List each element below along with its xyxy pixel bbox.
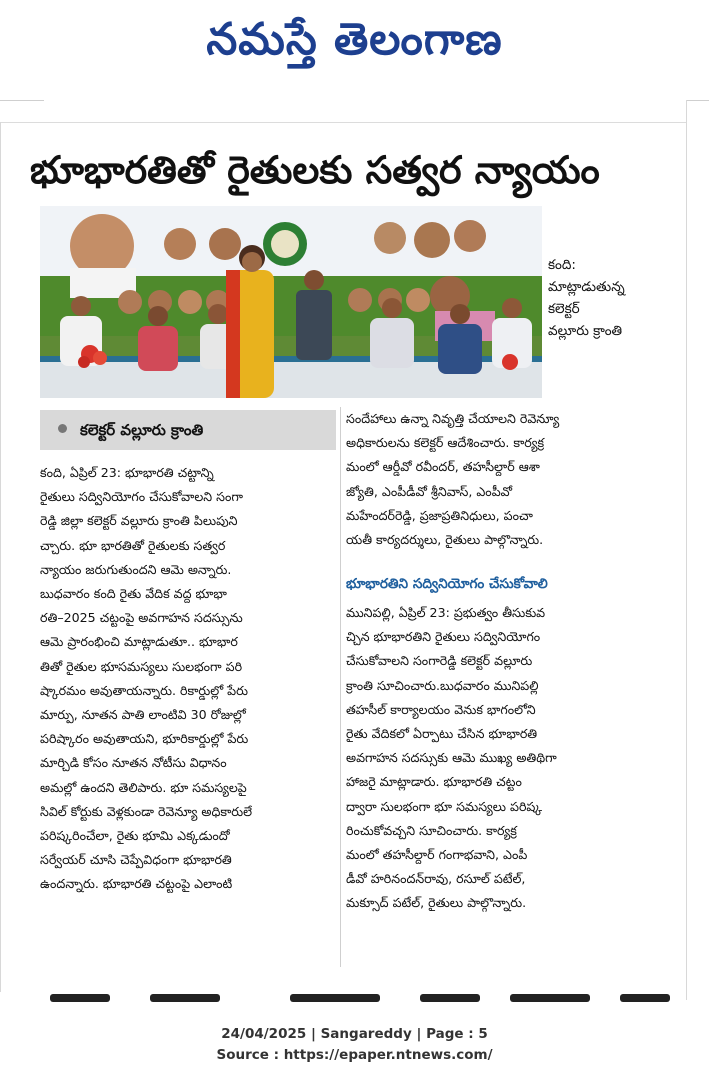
text-line: మార్చిడి కోసం నూతన నోటీసు విధానం bbox=[40, 755, 227, 771]
article-column-right-bottom bbox=[346, 601, 680, 916]
text-line: అధికారులను కలెక్టర్ ఆదేశించారు. కార్యక్ర bbox=[346, 435, 545, 451]
text-line: మంలో ఆర్డీవో రవీందర్, తహసీల్దార్ ఆశా bbox=[346, 459, 540, 475]
text-line: తహసీల్ కార్యాలయం వెనుక భాగంలోని bbox=[346, 701, 536, 717]
text-line: సర్వేయర్ చూసి చెప్పేవిధంగా భూభారతి bbox=[40, 852, 232, 868]
text-line: పరిష్కరించేలా, రైతు భూమి ఎక్కడుందో bbox=[40, 828, 230, 844]
text-line: ద్వారా సులభంగా భూ సమస్యలు పరిష్క bbox=[346, 798, 543, 814]
clipping-frame-top bbox=[0, 122, 686, 123]
text-line: యతీ కార్యదర్శులు, రైతులు పాల్గొన్నారు. bbox=[346, 532, 544, 548]
text-line: సివిల్ కోర్టుకు వెళ్లకుండా రెవెన్యూ అధికారులే bbox=[40, 803, 253, 819]
bullet-icon bbox=[58, 424, 67, 433]
article-column-right-top bbox=[346, 407, 680, 552]
text-line: బుధవారం కంది రైతు వేదిక వద్ద భూభా bbox=[40, 586, 227, 602]
text-line: మక్సూద్ పటేల్, రైతులు పాల్గొన్నారు. bbox=[346, 895, 527, 911]
clipping-frame-right bbox=[686, 100, 687, 1000]
text-line: మంలో తహసీల్దార్ గంగాభవాని, ఎంపీ bbox=[346, 847, 528, 863]
text-line: న్యాయం జరుగుతుందని ఆమె అన్నారు. bbox=[40, 561, 232, 577]
byline-box bbox=[40, 410, 336, 450]
caption-line: కంది: bbox=[548, 257, 576, 273]
text-line: రతి–2025 చట్టంపై అవగాహన సదస్సును bbox=[40, 610, 243, 626]
event-photo-illustration bbox=[40, 206, 542, 398]
text-line: అవగాహన సదస్సుకు ఆమె ముఖ్య అతిథిగా bbox=[346, 750, 557, 766]
text-line: తితో రైతుల భూసమస్యలు సులభంగా పరి bbox=[40, 658, 243, 674]
text-line: రెడ్డి జిల్లా కలెక్టర్ వల్లూరు క్రాంతి పిలుపుని bbox=[40, 513, 238, 529]
caption-line: కలెక్టర్ bbox=[548, 301, 580, 317]
page-footer bbox=[0, 1024, 709, 1066]
text-line: అమల్లో ఉందని తెలిపారు. భూ సమస్యలపై bbox=[40, 779, 247, 795]
column-divider bbox=[340, 407, 341, 967]
footer-edition-info: 24/04/2025 | Sangareddy | Page : 5 bbox=[221, 1026, 488, 1042]
text-line: రైతులు సద్వినియోగం చేసుకోవాలని సంగా bbox=[40, 489, 243, 505]
text-line: ష్కారమం అవుతాయన్నారు. రికార్డుల్లో పేరు bbox=[40, 682, 248, 698]
clipping-frame-left bbox=[0, 122, 1, 992]
article-column-left bbox=[40, 461, 336, 897]
text-line: ఉందన్నారు. భూభారతి చట్టంపై ఎలాంటి bbox=[40, 876, 233, 892]
text-line: హాజరై మాట్లాడారు. భూభారతి చట్టం bbox=[346, 774, 522, 790]
article-subhead: భూభారతిని సద్వినియోగం చేసుకోవాలి bbox=[346, 576, 548, 592]
text-line: చేసుకోవాలని సంగారెడ్డి కలెక్టర్ వల్లూరు bbox=[346, 653, 533, 669]
masthead-rule-left bbox=[0, 100, 44, 101]
footer-source-link: Source : https://epaper.ntnews.com/ bbox=[216, 1047, 493, 1063]
masthead-title: నమస్తే తెలంగాణ bbox=[206, 14, 503, 65]
cropped-next-headline bbox=[40, 994, 680, 1010]
article-photo bbox=[40, 206, 542, 398]
text-line: జ్యోతి, ఎంపీడీవో శ్రీనివాస్, ఎంపీవో bbox=[346, 483, 513, 499]
text-line: మునిపల్లి, ఏప్రిల్ 23: ప్రభుత్వం తీసుకువ bbox=[346, 605, 546, 620]
text-line: సందేహాలు ఉన్నా నివృత్తి చేయాలని రెవెన్యూ bbox=[346, 411, 560, 426]
article-headline: భూభారతితో రైతులకు సత్వర న్యాయం bbox=[30, 148, 600, 192]
text-line: పరిష్కారం అవుతాయని, భూరికార్డుల్లో పేరు bbox=[40, 731, 249, 747]
text-line: రించుకోవచ్చని సూచించారు. కార్యక్ర bbox=[346, 822, 517, 838]
text-line: డీవో హరినందన్‌రావు, రసూల్ పటేల్, bbox=[346, 871, 526, 887]
caption-line: వల్లూరు క్రాంతి bbox=[548, 323, 623, 339]
text-line: చ్చారు. భూ భారతితో రైతులకు సత్వర bbox=[40, 537, 226, 553]
text-line: మార్పు, నూతన పాతి లాంటివి 30 రోజుల్లో bbox=[40, 707, 246, 723]
text-line: రైతు వేదికలో ఏర్పాటు చేసిన భూభారతి bbox=[346, 726, 538, 742]
text-line: క్రాంతి సూచించారు.బుధవారం మునిపల్లి bbox=[346, 677, 539, 693]
caption-line: మాట్లాడుతున్న bbox=[548, 279, 625, 295]
text-line: చ్చిన భూభారతిని రైతులు సద్వినియోగం bbox=[346, 629, 541, 645]
text-line: ఆమె ప్రారంభించి మాట్లాడుతూ.. భూభార bbox=[40, 634, 238, 650]
byline-text: కలెక్టర్ వల్లూరు క్రాంతి bbox=[80, 421, 204, 439]
photo-caption bbox=[548, 254, 680, 342]
text-line: మహేందర్‌రెడ్డి, ప్రజాప్రతినిధులు, పంచా bbox=[346, 507, 533, 523]
masthead-rule-right bbox=[686, 100, 709, 101]
text-line: కంది, ఏప్రిల్ 23: భూభారతి చట్టాన్ని bbox=[40, 465, 214, 480]
